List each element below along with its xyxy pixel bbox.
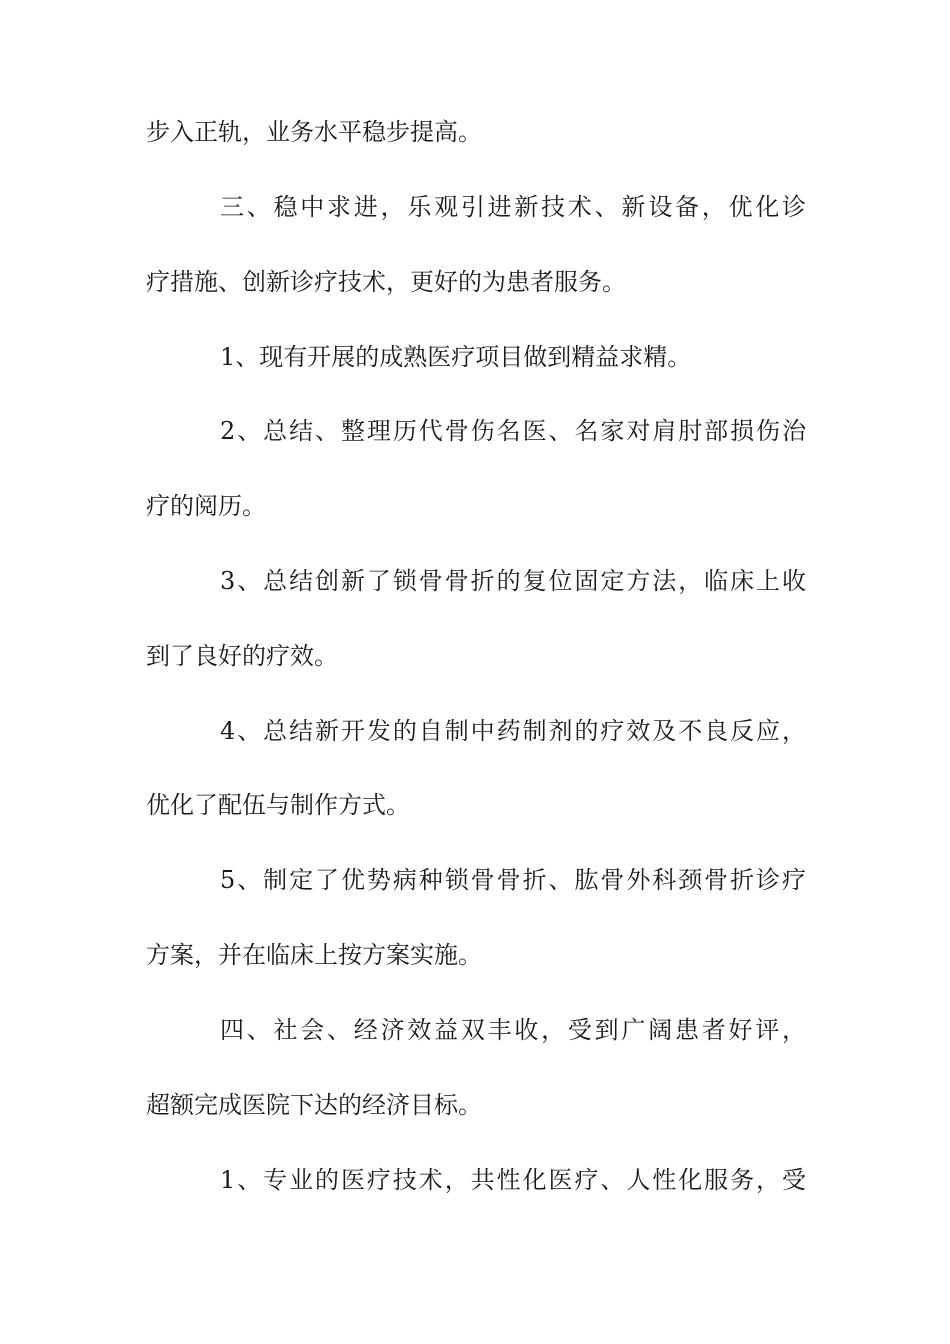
paragraph-line: 5、制定了优势病种锁骨骨折、肱骨外科颈骨折诊疗	[220, 866, 806, 894]
paragraph-line: 2、总结、整理历代骨伤名医、名家对肩肘部损伤治	[220, 417, 806, 445]
paragraph-line: 方案，并在临床上按方案实施。	[146, 941, 482, 969]
paragraph-line: 疗的阅历。	[146, 492, 266, 520]
paragraph-line: 1、专业的医疗技术，共性化医疗、人性化服务，受	[220, 1166, 806, 1194]
paragraph-line: 超额完成医院下达的经济目标。	[146, 1091, 482, 1119]
paragraph-line: 四、社会、经济效益双丰收，受到广阔患者好评，	[220, 1016, 806, 1044]
paragraph-line: 步入正轨，业务水平稳步提高。	[146, 118, 482, 146]
paragraph-line: 疗措施、创新诊疗技术，更好的为患者服务。	[146, 268, 626, 296]
paragraph-line: 4、总结新开发的自制中药制剂的疗效及不良反应，	[220, 717, 806, 745]
paragraph-line: 1、现有开展的成熟医疗项目做到精益求精。	[220, 343, 692, 371]
paragraph-line: 三、稳中求进，乐观引进新技术、新设备，优化诊	[220, 193, 806, 221]
paragraph-line: 到了良好的疗效。	[146, 642, 338, 670]
paragraph-line: 3、总结创新了锁骨骨折的复位固定方法，临床上收	[220, 567, 806, 595]
paragraph-line: 优化了配伍与制作方式。	[146, 791, 410, 819]
